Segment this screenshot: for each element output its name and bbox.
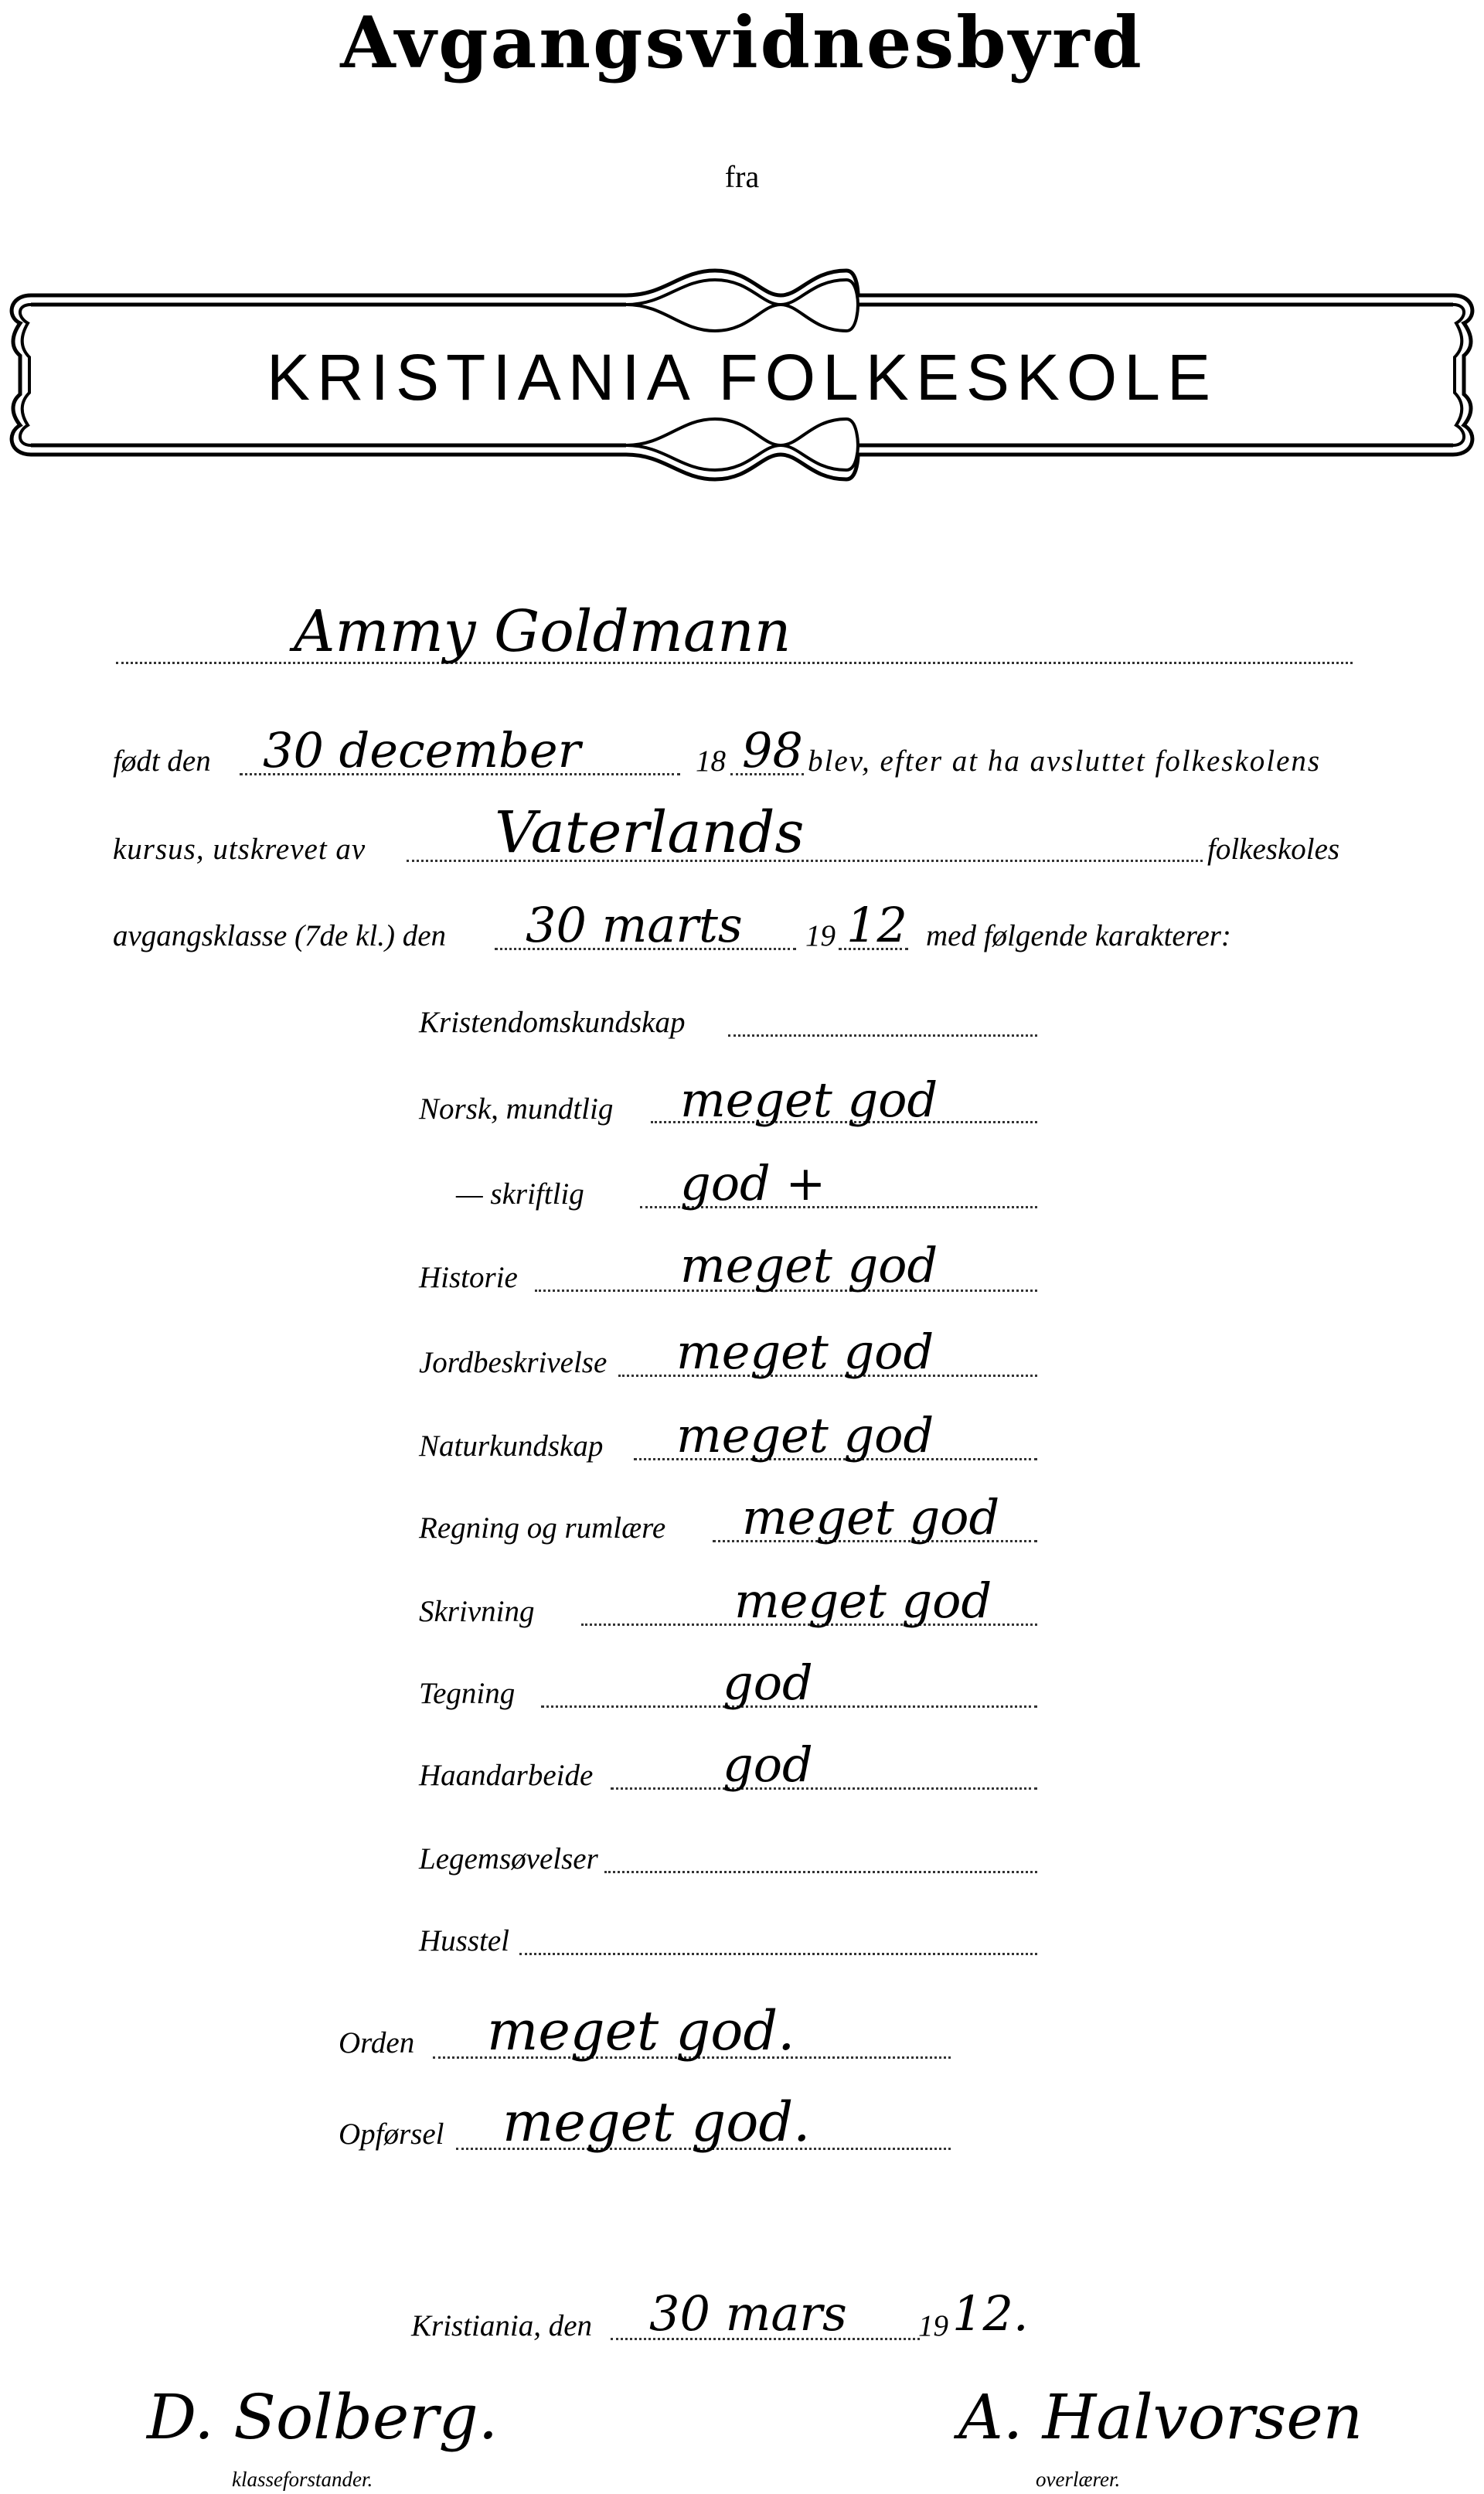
subject-label: Regning og rumlære xyxy=(419,1511,666,1545)
grades-intro: med følgende karakterer: xyxy=(926,919,1231,952)
conduct-grade: meget god. xyxy=(502,2090,811,2154)
subject-label: Historie xyxy=(419,1261,518,1294)
head-teacher-title: overlærer. xyxy=(1036,2468,1121,2491)
conduct-label: Opførsel xyxy=(339,2118,444,2151)
leave-year-prefix: 19 xyxy=(805,919,836,952)
subject-label: Norsk, mundtlig xyxy=(419,1092,614,1126)
subject-grade: meget god xyxy=(742,1489,1000,1545)
born-day-month: 30 december xyxy=(263,722,581,779)
school-name: Vaterlands xyxy=(495,799,805,866)
school-suffix: folkeskoles xyxy=(1207,833,1340,866)
subject-label: Skrivning xyxy=(419,1595,535,1628)
from-label: fra xyxy=(724,159,760,194)
subject-label: Naturkundskap xyxy=(419,1429,604,1463)
head-teacher-signature: A. Halvorsen xyxy=(958,2381,1363,2453)
leave-day-month: 30 marts xyxy=(526,897,743,953)
subject-label: Tegning xyxy=(419,1677,516,1710)
subject-grade: god xyxy=(723,1654,813,1711)
conduct-label: Orden xyxy=(339,2026,415,2060)
subject-dotted-line xyxy=(728,1034,1037,1037)
subject-label: — skriftlig xyxy=(456,1177,584,1211)
closing-day-month: 30 mars xyxy=(649,2285,847,2342)
leave-year: 12 xyxy=(846,897,907,953)
subject-grade: meget god xyxy=(680,1237,938,1293)
document-title: Avgangsvidnesbyrd xyxy=(340,1,1144,84)
class-teacher-title: klasseforstander. xyxy=(232,2468,373,2491)
class-teacher-signature: D. Solberg. xyxy=(147,2381,499,2453)
subject-dotted-line xyxy=(519,1953,1037,1955)
student-name: Ammy Goldmann xyxy=(294,598,791,665)
school-title: KRISTIANIA FOLKESKOLE xyxy=(266,341,1218,414)
born-year: 98 xyxy=(742,722,803,779)
subject-grade: meget god xyxy=(680,1072,938,1128)
subject-label: Jordbeskrivelse xyxy=(419,1346,608,1379)
course-label: kursus, utskrevet av xyxy=(113,833,366,866)
after-text: blev, efter at ha avsluttet folkeskolens xyxy=(808,744,1322,778)
subject-label: Husstel xyxy=(419,1924,509,1957)
born-year-prefix: 18 xyxy=(696,744,726,778)
subject-label: Legemsøvelser xyxy=(419,1842,598,1876)
subject-grade: god xyxy=(723,1736,813,1793)
closing-year-prefix: 19 xyxy=(918,2309,948,2342)
subject-dotted-line xyxy=(611,1787,1037,1790)
subject-grade: meget god xyxy=(734,1572,992,1629)
subject-grade: god + xyxy=(680,1155,826,1211)
subject-grade: meget god xyxy=(676,1407,934,1463)
conduct-grade: meget god. xyxy=(487,1999,795,2063)
place-label: Kristiania, den xyxy=(411,2309,593,2342)
born-label: født den xyxy=(113,744,211,778)
closing-year: 12. xyxy=(952,2285,1029,2342)
subject-label: Haandarbeide xyxy=(419,1759,594,1792)
subject-grade: meget god xyxy=(676,1324,934,1380)
subject-dotted-line xyxy=(604,1871,1037,1873)
class-label: avgangsklasse (7de kl.) den xyxy=(113,919,447,952)
subject-label: Kristendomskundskap xyxy=(419,1006,686,1039)
